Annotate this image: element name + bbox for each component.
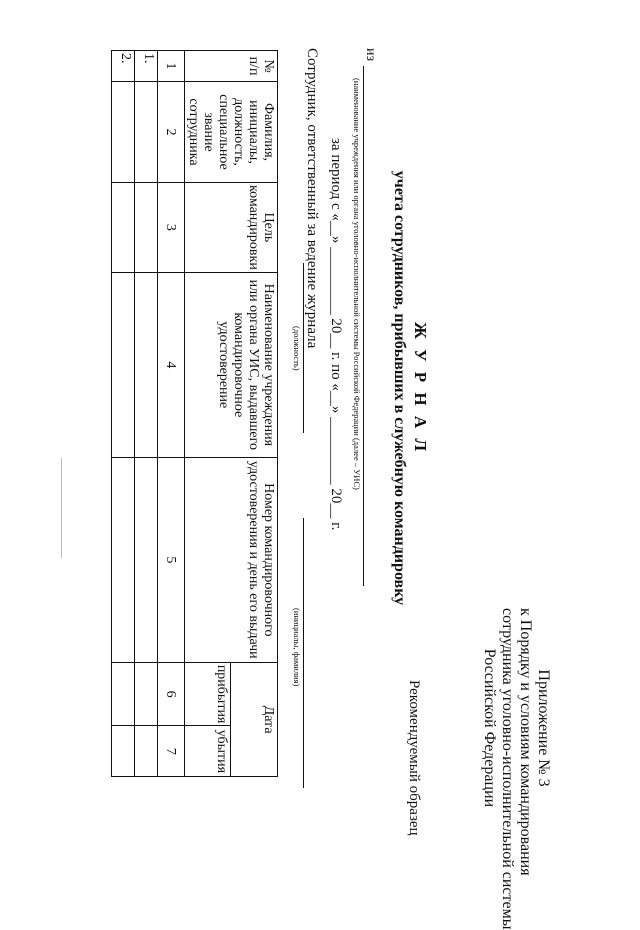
- header-number: № п/п: [185, 51, 278, 82]
- journal-table: [111, 50, 278, 777]
- header-employee: Фамилия, инициалы, должность, специальное звание сотрудника: [185, 82, 278, 183]
- position-caption: (должность): [292, 326, 302, 371]
- footer-rule: [61, 458, 62, 558]
- column-number: 5: [158, 457, 185, 662]
- journal-title: [390, 108, 430, 668]
- appendix-line-3: сотрудника уголовно-исполнительной системы: [499, 608, 516, 930]
- title-line-2: учета сотрудников, прибывших в служебную командировку: [391, 170, 408, 606]
- table-cell: [135, 662, 158, 726]
- name-caption: (инициалы, фамилия): [292, 608, 302, 687]
- name-underline: [303, 518, 304, 788]
- position-underline: [303, 263, 304, 433]
- column-number: 3: [158, 183, 185, 273]
- appendix-header: [480, 608, 552, 930]
- column-number: 1: [158, 51, 185, 82]
- institution-field: [352, 48, 378, 608]
- table-cell: [112, 457, 135, 662]
- table-cell: [112, 272, 135, 457]
- table-cell: [112, 183, 135, 273]
- table-cell: [112, 662, 135, 726]
- table-cell: [112, 726, 135, 777]
- header-date: Дата: [231, 662, 278, 777]
- appendix-line-4: Российской Федерации: [481, 648, 498, 808]
- table-cell: [135, 183, 158, 273]
- institution-caption: (наименование учреждения или органа уголовно-исполнительной системы Российской Федерации (далее – УИС): [352, 78, 362, 490]
- appendix-line-2: к Порядку и условиям командирования: [517, 608, 534, 876]
- title-line-1: Ж У Р Н А Л: [411, 321, 430, 455]
- header-certificate: Номер командировочного удостоверения и день его выдачи: [185, 457, 278, 662]
- institution-underline: [363, 66, 364, 586]
- from-prefix: из: [363, 48, 378, 62]
- table-cell: [112, 82, 135, 183]
- header-purpose: Цель командировки: [185, 183, 278, 273]
- appendix-line-1: Приложение № 3: [535, 669, 552, 787]
- responsible-field: [303, 48, 320, 348]
- row-number: 1.: [135, 51, 158, 82]
- table-cell: [135, 272, 158, 457]
- table-cell: [135, 82, 158, 183]
- column-number: 2: [158, 82, 185, 183]
- header-institution: Наименование учреждения или органа УИС, выдавшего командировочное удостоверение: [185, 272, 278, 457]
- header-arrival: прибытия: [185, 662, 232, 726]
- table-row: [112, 51, 135, 777]
- rotated-sheet: [50, 48, 570, 930]
- table-cell: [135, 726, 158, 777]
- column-number: 7: [158, 726, 185, 777]
- header-departure: убытия: [185, 726, 232, 777]
- period-field: за период с «__» _________ 20__ г. по «__» _________ 20__ г.: [328, 138, 344, 531]
- responsible-label: Сотрудник, ответственный за ведение журнала: [304, 48, 320, 349]
- column-number: 4: [158, 272, 185, 457]
- table-row: [135, 51, 158, 777]
- sample-label: Рекомендуемый образец: [406, 680, 422, 836]
- row-number: 2.: [112, 51, 135, 82]
- table-cell: [135, 457, 158, 662]
- column-number: 6: [158, 662, 185, 726]
